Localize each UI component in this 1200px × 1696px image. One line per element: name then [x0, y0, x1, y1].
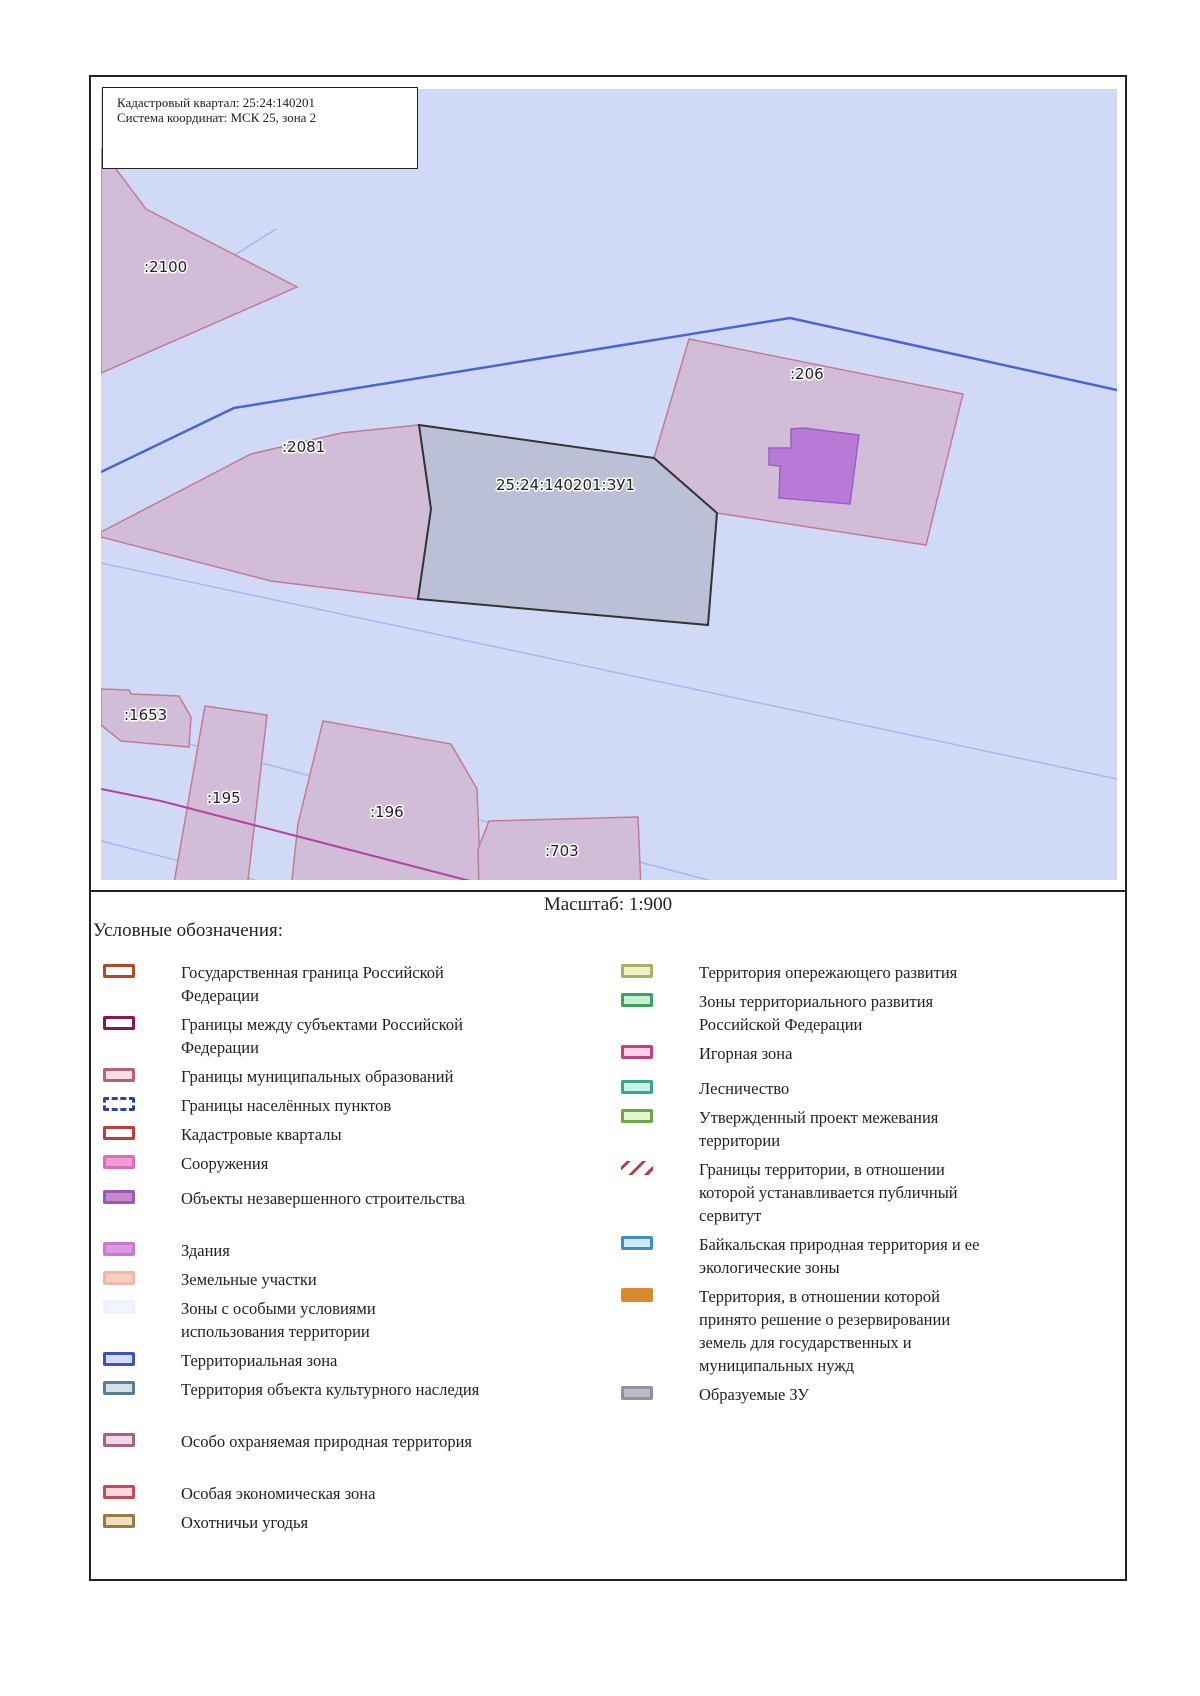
legend-title: Условные обозначения: — [93, 920, 284, 941]
legend-item — [621, 1285, 999, 1377]
special-economic-zone-swatch — [103, 1485, 135, 1499]
formed-parcel-swatch — [621, 1386, 653, 1400]
parcel-label: :1653 — [124, 706, 168, 724]
legend-item-label: Здания — [181, 1241, 230, 1260]
legend-item-label: Границы территории, в отношении которой устанавливается публичный сервитут — [699, 1160, 958, 1225]
legend-item — [621, 961, 999, 984]
legend-item — [621, 1077, 999, 1100]
legend-item — [103, 1152, 481, 1175]
legend-item-label: Границы населённых пунктов — [181, 1096, 392, 1115]
map-scale: Масштаб: 1:900 — [543, 894, 673, 915]
legend-item — [103, 1187, 481, 1210]
legend-item — [103, 1065, 481, 1088]
parcel-label: 25:24:140201:ЗУ1 — [496, 476, 635, 494]
legend-item-label: Байкальская природная территория и ее экологические зоны — [699, 1235, 980, 1277]
baikal-territory-swatch — [621, 1236, 653, 1250]
legend-item — [103, 961, 481, 1007]
legend-item-label: Границы между субъектами Российской Федерации — [181, 1015, 463, 1057]
legend-item — [103, 1123, 481, 1146]
legend-item-label: Охотничьи угодья — [181, 1513, 309, 1532]
legend-item-label: Государственная граница Российской Федерации — [181, 963, 444, 1005]
parcel-label: :196 — [370, 803, 404, 821]
parcel-label: :703 — [545, 842, 579, 860]
protected-nature-swatch — [103, 1433, 135, 1447]
legend-item — [621, 990, 999, 1036]
gambling-zone-swatch — [621, 1045, 653, 1059]
public-servitude-swatch — [621, 1161, 653, 1175]
legend-item-label: Земельные участки — [181, 1270, 317, 1289]
land-plot-swatch — [103, 1271, 135, 1285]
map-area[interactable] — [101, 89, 1117, 880]
legend-item — [103, 1378, 481, 1401]
legend-item — [103, 1430, 481, 1453]
legend-item-label: Особая экономическая зона — [181, 1484, 376, 1503]
section-divider — [91, 890, 1125, 892]
structure-swatch — [103, 1155, 135, 1169]
land-reservation-swatch — [621, 1288, 653, 1302]
state-border-swatch — [103, 964, 135, 978]
legend-item-label: Лесничество — [699, 1079, 790, 1098]
legend-item-label: Сооружения — [181, 1154, 269, 1173]
parcel-label: :195 — [207, 789, 241, 807]
legend-item-label: Территория объекта культурного наследия — [181, 1380, 480, 1399]
legend-item — [103, 1482, 481, 1505]
legend-item — [103, 1268, 481, 1291]
parcel-label: :2100 — [144, 258, 188, 276]
building-swatch — [103, 1242, 135, 1256]
cultural-heritage-swatch — [103, 1381, 135, 1395]
legend-item — [103, 1013, 481, 1059]
municipal-border-swatch — [103, 1068, 135, 1082]
legend-item-label: Зоны с особыми условиями использования территории — [181, 1299, 376, 1341]
survey-project-swatch — [621, 1109, 653, 1123]
parcel-label: :206 — [790, 365, 824, 383]
legend-item — [621, 1042, 999, 1065]
unfinished-construction-swatch — [103, 1190, 135, 1204]
subject-border-swatch — [103, 1016, 135, 1030]
legend-item-label: Утвержденный проект межевания территории — [699, 1108, 939, 1150]
legend-item — [621, 1106, 999, 1152]
legend-item — [103, 1297, 481, 1343]
territorial-zone-swatch — [103, 1352, 135, 1366]
legend-item — [103, 1349, 481, 1372]
parcel-label: :2081 — [282, 438, 326, 456]
cadastral-plan-sheet — [89, 75, 1127, 1581]
cadastral-quarter-swatch — [103, 1126, 135, 1140]
forestry-swatch — [621, 1080, 653, 1094]
legend-item-label: Образуемые ЗУ — [699, 1385, 809, 1404]
legend-item — [621, 1383, 999, 1406]
legend-item — [621, 1158, 999, 1227]
legend-item-label: Игорная зона — [699, 1044, 793, 1063]
legend-item-label: Территориальная зона — [181, 1351, 338, 1370]
special-conditions-zone-swatch — [103, 1300, 135, 1314]
legend-item-label: Границы муниципальных образований — [181, 1067, 454, 1086]
cadastral-quarter-text: Кадастровый квартал: 25:24:140201 — [117, 95, 316, 110]
legend-item-label: Территория опережающего развития — [699, 963, 958, 982]
coordinate-system-text: Система координат: МСК 25, зона 2 — [117, 110, 317, 125]
hunting-grounds-swatch — [103, 1514, 135, 1528]
legend-item — [103, 1094, 481, 1117]
legend-item-label: Зоны территориального развития Российской Федерации — [699, 992, 934, 1034]
map-canvas — [101, 89, 1117, 880]
legend-item — [103, 1511, 481, 1534]
legend-item — [103, 1239, 481, 1262]
cadastral-info-box — [102, 87, 418, 169]
legend-item-label: Кадастровые кварталы — [181, 1125, 342, 1144]
legend-item-label: Особо охраняемая природная территория — [181, 1432, 473, 1451]
legend-item — [621, 1233, 999, 1279]
legend-item-label: Объекты незавершенного строительства — [181, 1189, 465, 1208]
settlement-border-swatch — [103, 1097, 135, 1111]
legend-item-label: Территория, в отношении которой принято решение о резервировании земель для государственных и муниципальных нужд — [699, 1287, 951, 1375]
advanced-development-swatch — [621, 964, 653, 978]
territorial-development-swatch — [621, 993, 653, 1007]
